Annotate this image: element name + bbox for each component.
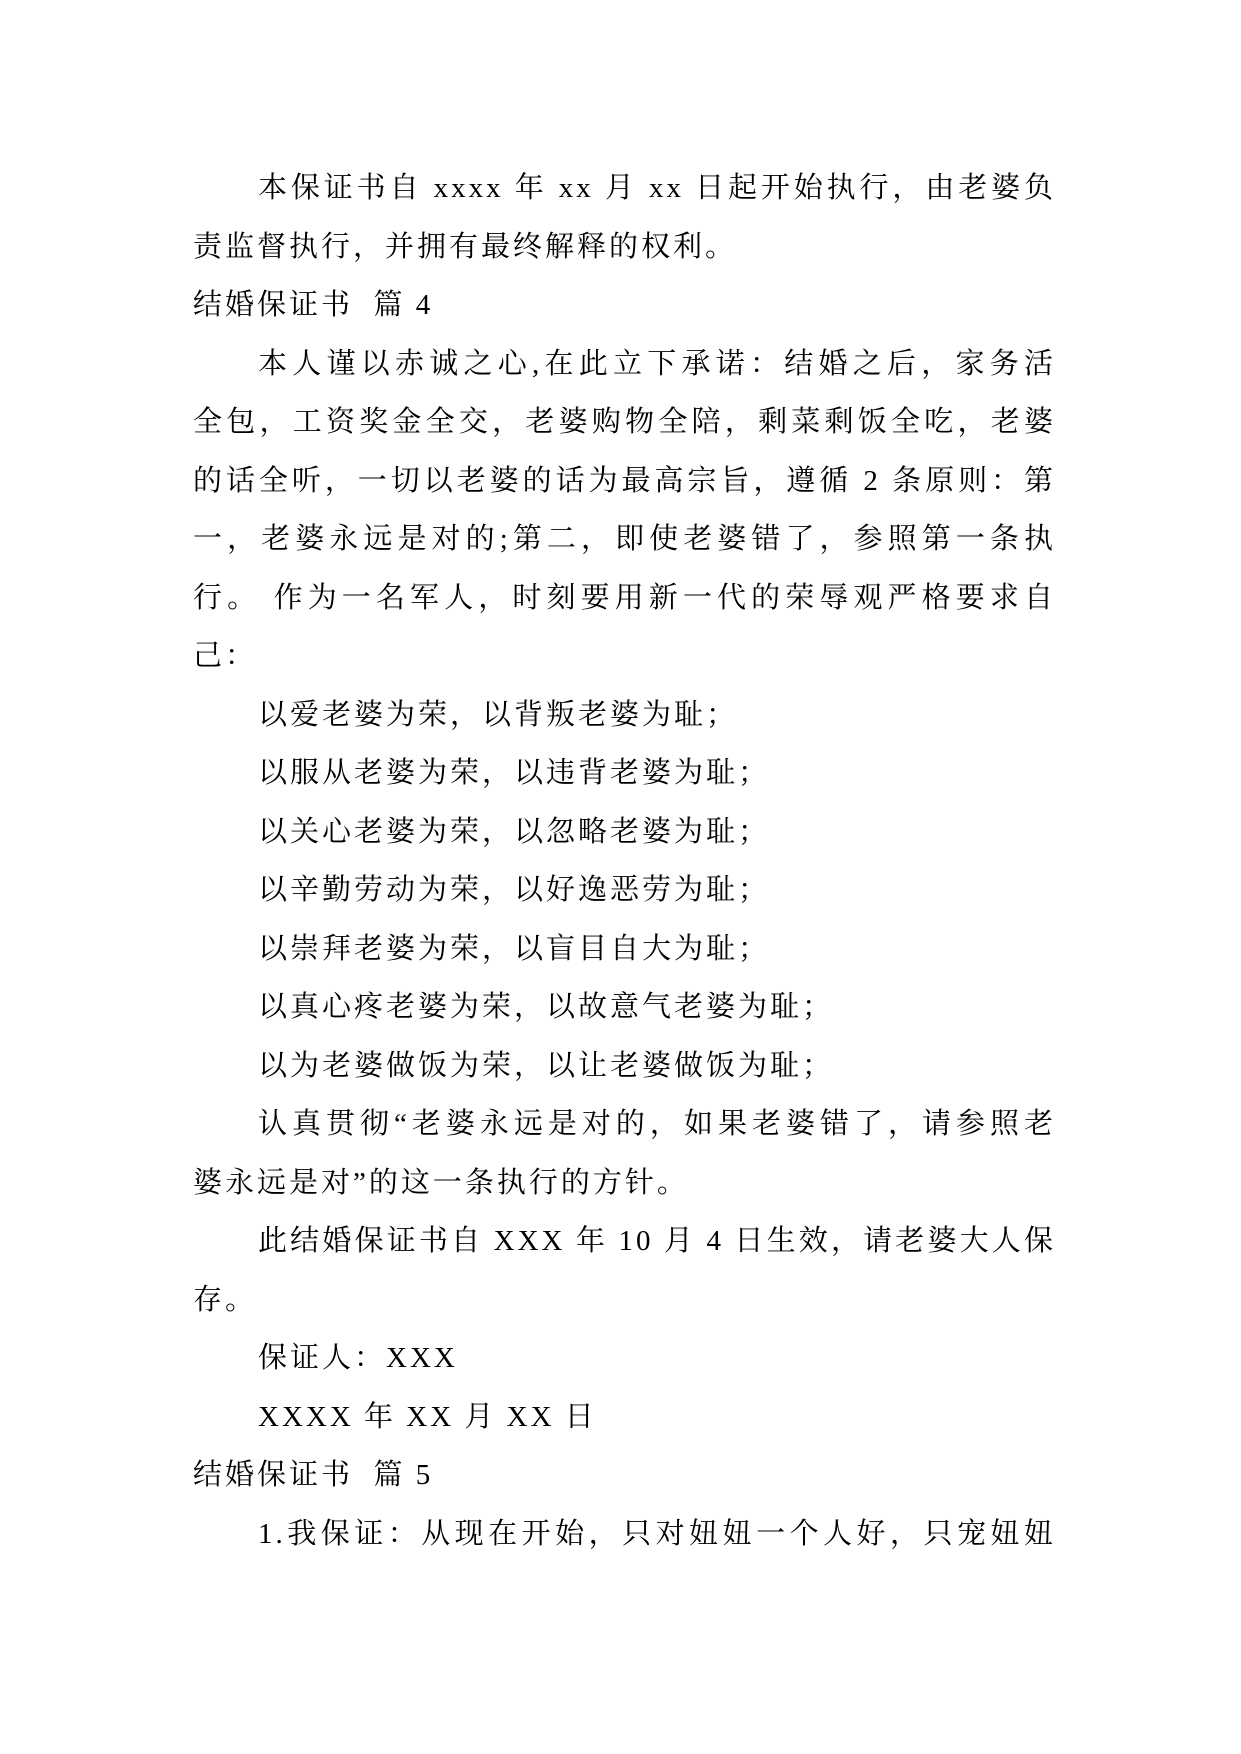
text-line: 的话全听，一切以老婆的话为最高宗旨，遵循 2 条原则：第 — [193, 464, 1056, 497]
text-line: 行。 作为一名军人，时刻要用新一代的荣辱观严格要求自 — [193, 581, 1056, 614]
text-line: 本人谨以赤诚之心,在此立下承诺：结婚之后，家务活 — [258, 347, 1056, 380]
text-line: 责监督执行，并拥有最终解释的权利。 — [193, 230, 738, 263]
text-line: 己： — [193, 640, 258, 672]
honors-list — [193, 686, 1056, 1096]
paragraph-effective-clause — [193, 159, 1056, 276]
honor-item: 以为老婆做饭为荣，以让老婆做饭为耻； — [258, 1049, 835, 1082]
paragraph-effective-date — [193, 1212, 1056, 1329]
paragraph-promise — [193, 335, 1056, 686]
honor-item: 以辛勤劳动为荣，以好逸恶劳为耻； — [258, 874, 771, 906]
signature-date: XXXX 年 XX 月 XX 日 — [258, 1400, 597, 1433]
text-line: 全包，工资奖金全交，老婆购物全陪，剩菜剩饭全吃，老婆 — [193, 406, 1056, 438]
section-heading-4: 结婚保证书 篇 4 — [193, 289, 434, 321]
text-line: 婆永远是对”的这一条执行的方针。 — [193, 1166, 689, 1199]
text-line: 认真贯彻“老婆永远是对的，如果老婆错了，请参照老 — [258, 1108, 1056, 1140]
text-line: 一，老婆永远是对的;第二，即使老婆错了，参照第一条执 — [193, 523, 1056, 555]
section-heading-5: 结婚保证书 篇 5 — [193, 1459, 434, 1491]
paragraph-policy — [193, 1095, 1056, 1212]
text-line: 此结婚保证书自 XXX 年 10 月 4 日生效，请老婆大人保 — [258, 1225, 1056, 1257]
text-line: 本保证书自 xxxx 年 xx 月 xx 日起开始执行，由老婆负 — [258, 172, 1056, 204]
honor-item: 以真心疼老婆为荣，以故意气老婆为耻； — [258, 991, 835, 1023]
honor-item: 以崇拜老婆为荣，以盲目自大为耻； — [258, 932, 771, 965]
paragraph-item-1 — [193, 1505, 1056, 1564]
honor-item: 以关心老婆为荣，以忽略老婆为耻； — [258, 815, 771, 848]
honor-item: 以服从老婆为荣，以违背老婆为耻； — [258, 757, 771, 789]
guarantor-line: 保证人：XXX — [258, 1342, 458, 1374]
honor-item: 以爱老婆为荣，以背叛老婆为耻； — [258, 698, 739, 731]
document-body — [193, 159, 1056, 1563]
text-line: 存。 — [193, 1283, 258, 1316]
text-line: 1.我保证：从现在开始，只对妞妞一个人好，只宠妞妞 — [258, 1517, 1056, 1550]
